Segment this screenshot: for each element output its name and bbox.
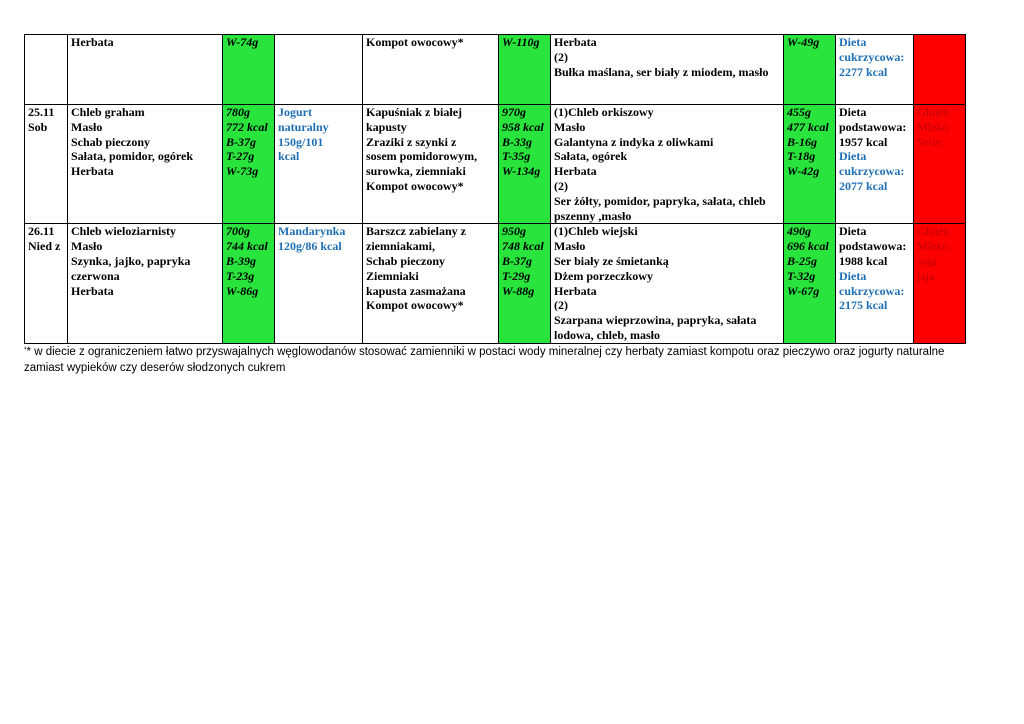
breakfast-cell xyxy=(68,224,223,343)
dinner-cell-line: pszenny ,masło xyxy=(554,208,632,223)
lunch-cell xyxy=(363,105,499,224)
diet-basic-line: 1988 kcal xyxy=(839,253,888,268)
allergens-cell-line: soja xyxy=(917,253,937,268)
dinner-cell-line: Masło xyxy=(554,239,586,254)
dinner-cell xyxy=(551,35,784,105)
snack-cell-line: 120g/86 kcal xyxy=(278,239,342,254)
allergens-cell-line: jaja xyxy=(917,268,935,283)
lunch-macros-cell xyxy=(499,35,551,105)
breakfast-macros-cell-line: W-73g xyxy=(226,164,259,179)
dinner-cell-line: Ser żółty, pomidor, papryka, sałata, chleb xyxy=(554,193,766,208)
lunch-macros-cell-line: W-134g xyxy=(502,164,541,179)
dinner-cell-line: (2) xyxy=(554,178,568,193)
diet-diabetic-line: 2175 kcal xyxy=(839,298,888,313)
lunch-cell-line: surowka, ziemniaki xyxy=(366,164,466,179)
breakfast-cell-line: Herbata xyxy=(71,283,114,298)
day-name: Sob xyxy=(28,119,48,134)
breakfast-macros-cell-line: 772 kcal xyxy=(226,119,268,134)
dinner-macros-cell-line: W-42g xyxy=(787,164,820,179)
breakfast-cell-line: Schab pieczony xyxy=(71,134,151,149)
allergens-cell-line: Gluten xyxy=(917,224,950,239)
diet-basic-line: podstawowa: xyxy=(839,239,907,254)
dinner-macros-cell xyxy=(784,35,836,105)
diet-basic-line: 1957 kcal xyxy=(839,134,888,149)
allergens-cell xyxy=(914,105,966,224)
breakfast-macros-cell-line: B-39g xyxy=(226,253,256,268)
dinner-cell-line: Galantyna z indyka z oliwkami xyxy=(554,134,714,149)
lunch-macros-cell-line: T-29g xyxy=(502,268,531,283)
breakfast-macros-cell xyxy=(223,35,275,105)
dinner-cell-line: (1)Chleb wiejski xyxy=(554,224,638,239)
lunch-cell-line: Ziemniaki xyxy=(366,268,419,283)
breakfast-cell-line: Szynka, jajko, papryka xyxy=(71,253,191,268)
breakfast-macros-cell-line: T-27g xyxy=(226,149,255,164)
lunch-cell-line: Kompot owocowy* xyxy=(366,178,464,193)
lunch-cell xyxy=(363,224,499,343)
dinner-cell-line: Herbata xyxy=(554,164,597,179)
dinner-macros-cell-line: 455g xyxy=(787,105,811,119)
dinner-cell-line: (2) xyxy=(554,49,568,64)
lunch-macros-cell-line: B-37g xyxy=(502,253,532,268)
breakfast-cell-line: Masło xyxy=(71,239,103,254)
footnote: ‘* w diecie z ograniczeniem łatwo przyswajalnych węglowodanów stosować zamienniki w postaci wody mineralnej czy herbaty zamiast kompotu oraz pieczywo oraz jogurty naturalne zamiast wypieków czy deserów słodzonych cukrem xyxy=(24,346,945,374)
day-cell xyxy=(25,35,68,105)
dinner-macros-cell-line: T-18g xyxy=(787,149,816,164)
dinner-cell-line: Szarpana wieprzowina, papryka, sałata xyxy=(554,313,757,328)
breakfast-cell-line: Chleb graham xyxy=(71,105,145,119)
day-date: 25.11 xyxy=(28,105,55,119)
diet-diabetic-line: Dieta xyxy=(839,149,867,164)
breakfast-cell xyxy=(68,105,223,224)
lunch-cell-line: Kompot owocowy* xyxy=(366,35,464,49)
lunch-macros-cell-line: W-110g xyxy=(502,35,540,49)
diet-basic-line: Dieta xyxy=(839,224,867,239)
day-name: Nied z xyxy=(28,239,61,254)
lunch-macros-cell-line: 970g xyxy=(502,105,526,119)
dinner-cell-line: lodowa, chleb, masło xyxy=(554,327,661,342)
menu-table xyxy=(24,34,966,344)
lunch-macros-cell-line: 748 kcal xyxy=(502,239,544,254)
dinner-cell-line: Dżem porzeczkowy xyxy=(554,268,653,283)
snack-cell-line: Jogurt xyxy=(278,105,312,119)
diet-kcal-cell xyxy=(836,35,914,105)
allergens-cell-line: Gluten xyxy=(917,105,950,119)
dinner-cell-line: (1)Chleb orkiszowy xyxy=(554,105,654,119)
breakfast-macros-cell-line: T-23g xyxy=(226,268,255,283)
dinner-macros-cell-line: T-32g xyxy=(787,268,816,283)
allergens-cell-line: Mleko xyxy=(917,119,949,134)
dinner-macros-cell-line: B-16g xyxy=(787,134,817,149)
breakfast-cell-line: czerwona xyxy=(71,268,120,283)
breakfast-macros-cell-line: 744 kcal xyxy=(226,239,268,254)
allergens-cell-line: Seler xyxy=(917,134,942,149)
dinner-cell-line: Herbata xyxy=(554,283,597,298)
day-cell xyxy=(25,105,68,224)
dinner-cell-line: Sałata, ogórek xyxy=(554,149,628,164)
diet-diabetic-line: 2077 kcal xyxy=(839,178,888,193)
dinner-macros-cell-line: 490g xyxy=(787,224,811,239)
lunch-macros-cell-line: B-33g xyxy=(502,134,532,149)
snack-cell xyxy=(275,224,363,343)
day-date: 26.11 xyxy=(28,224,55,239)
breakfast-cell-line: Herbata xyxy=(71,164,114,179)
lunch-macros-cell xyxy=(499,224,551,343)
dinner-macros-cell xyxy=(784,224,836,343)
breakfast-macros-cell-line: B-37g xyxy=(226,134,256,149)
dinner-cell-line: Masło xyxy=(554,119,586,134)
allergens-cell xyxy=(914,35,966,105)
allergens-cell xyxy=(914,224,966,343)
breakfast-macros-cell-line: 700g xyxy=(226,224,250,239)
snack-cell-line: kcal xyxy=(278,149,300,164)
breakfast-macros-cell-line: W-74g xyxy=(226,35,259,49)
diet-diabetic-line: Dieta xyxy=(839,35,867,49)
lunch-macros-cell-line: T-35g xyxy=(502,149,531,164)
lunch-cell-line: Kompot owocowy* xyxy=(366,298,464,313)
snack-cell-line: 150g/101 xyxy=(278,134,324,149)
lunch-cell-line: sosem pomidorowym, xyxy=(366,149,478,164)
day-cell xyxy=(25,224,68,343)
diet-diabetic-line: cukrzycowa: xyxy=(839,164,905,179)
diet-diabetic-line: Dieta xyxy=(839,268,867,283)
lunch-cell-line: ziemniakami, xyxy=(366,239,435,254)
breakfast-macros-cell xyxy=(223,224,275,343)
lunch-cell-line: Barszcz zabielany z xyxy=(366,224,466,239)
dinner-macros-cell-line: W-49g xyxy=(787,35,820,49)
breakfast-cell-line: Masło xyxy=(71,119,103,134)
lunch-macros-cell-line: 950g xyxy=(502,224,526,239)
diet-basic-line: podstawowa: xyxy=(839,119,907,134)
dinner-cell-line: Herbata xyxy=(554,35,597,49)
breakfast-macros-cell-line: W-86g xyxy=(226,283,259,298)
menu-row xyxy=(25,35,966,105)
diet-kcal-cell xyxy=(836,105,914,224)
breakfast-cell-line: Herbata xyxy=(71,35,114,49)
diet-kcal-cell xyxy=(836,224,914,343)
dinner-macros-cell-line: W-67g xyxy=(787,283,820,298)
dinner-cell xyxy=(551,224,784,343)
breakfast-cell-line: Chleb wieloziarnisty xyxy=(71,224,176,239)
lunch-cell-line: kapusty xyxy=(366,119,407,134)
snack-cell xyxy=(275,35,363,105)
menu-row xyxy=(25,105,966,224)
lunch-cell-line: Schab pieczony xyxy=(366,253,446,268)
lunch-macros-cell-line: 958 kcal xyxy=(502,119,544,134)
breakfast-macros-cell-line: 780g xyxy=(226,105,250,119)
diet-diabetic-line: 2277 kcal xyxy=(839,64,888,79)
dinner-macros-cell xyxy=(784,105,836,224)
lunch-macros-cell xyxy=(499,105,551,224)
lunch-macros-cell-line: W-88g xyxy=(502,283,535,298)
lunch-cell-line: kapusta zasmażana xyxy=(366,283,466,298)
dinner-cell-line: Bułka maślana, ser biały z miodem, masło xyxy=(554,64,769,79)
dinner-macros-cell-line: B-25g xyxy=(787,253,817,268)
lunch-cell xyxy=(363,35,499,105)
snack-cell xyxy=(275,105,363,224)
menu-row xyxy=(25,224,966,343)
breakfast-cell-line: Sałata, pomidor, ogórek xyxy=(71,149,194,164)
diet-diabetic-line: cukrzycowa: xyxy=(839,283,905,298)
lunch-cell-line: Zraziki z szynki z xyxy=(366,134,457,149)
dinner-macros-cell-line: 477 kcal xyxy=(787,119,829,134)
allergens-cell-line: Mleko xyxy=(917,239,949,254)
dinner-macros-cell-line: 696 kcal xyxy=(787,239,829,254)
diet-diabetic-line: cukrzycowa: xyxy=(839,49,905,64)
diet-basic-line: Dieta xyxy=(839,105,867,119)
snack-cell-line: naturalny xyxy=(278,119,329,134)
dinner-cell-line: Ser biały ze śmietanką xyxy=(554,253,669,268)
breakfast-cell xyxy=(68,35,223,105)
breakfast-macros-cell xyxy=(223,105,275,224)
dinner-cell xyxy=(551,105,784,224)
lunch-cell-line: Kapuśniak z białej xyxy=(366,105,463,119)
dinner-cell-line: (2) xyxy=(554,298,568,313)
snack-cell-line: Mandarynka xyxy=(278,224,346,239)
